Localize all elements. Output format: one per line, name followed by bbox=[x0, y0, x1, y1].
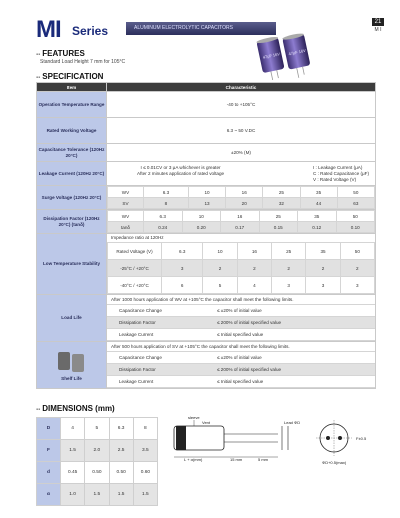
surge-cell bbox=[107, 186, 376, 210]
surge-wv: 10 bbox=[188, 187, 225, 198]
low-temp-table bbox=[107, 242, 375, 294]
lt-r1: 2 bbox=[306, 260, 340, 277]
df-wv: 50 bbox=[336, 211, 375, 222]
min15-label: 15 mm bbox=[230, 457, 243, 462]
lt-r1: 2 bbox=[203, 260, 237, 277]
col-item: Item bbox=[37, 83, 107, 92]
specification-heading: ▪▪ SPECIFICATION bbox=[36, 72, 104, 81]
features-heading: ▪▪ FEATURES bbox=[36, 49, 85, 58]
lt-r2: 3 bbox=[340, 277, 374, 294]
surge-wv: 35 bbox=[300, 187, 337, 198]
dim-cell: 5 bbox=[85, 418, 109, 440]
surge-sv: 32 bbox=[263, 198, 300, 209]
dimension-drawing bbox=[166, 412, 386, 472]
df-wv: 16 bbox=[221, 211, 260, 222]
lt-rated: 10 bbox=[203, 243, 237, 260]
dim-cell: 0.45 bbox=[61, 462, 85, 484]
lt-r2: 5 bbox=[203, 277, 237, 294]
dim-cell: 1.5 bbox=[61, 440, 85, 462]
load-life-cell bbox=[107, 295, 376, 342]
dim-cell: 0.60 bbox=[133, 462, 157, 484]
df-wv: 25 bbox=[259, 211, 298, 222]
dim-cell: 1.5 bbox=[85, 484, 109, 506]
section-marker-icon: ▪▪ bbox=[36, 407, 41, 413]
dim-cell: 3.5 bbox=[133, 440, 157, 462]
capacitor-icon bbox=[54, 348, 90, 376]
f-label: F±0.5 bbox=[356, 436, 367, 441]
capacitor-print: 47μF 16V bbox=[262, 51, 281, 60]
vent-label: Vent bbox=[202, 420, 211, 425]
surge-wv: 16 bbox=[226, 187, 263, 198]
surge-sv: 8 bbox=[144, 198, 189, 209]
surge-sv: 63 bbox=[337, 198, 374, 209]
dimensions-table bbox=[36, 417, 158, 506]
dissipation-table bbox=[107, 210, 375, 233]
surge-sv: 13 bbox=[188, 198, 225, 209]
dim-cell: 1.0 bbox=[61, 484, 85, 506]
dim-cell: 2.0 bbox=[85, 440, 109, 462]
cap-tolerance-label: Capacitance Tolerance (120Hz 20°C) bbox=[37, 144, 107, 162]
shelf-life-label: Shelf Life bbox=[37, 342, 107, 389]
dim-cell: 2.5 bbox=[109, 440, 133, 462]
low-temp-head: Impedance ratio at 120Hz bbox=[111, 235, 164, 240]
surge-sv: 20 bbox=[226, 198, 263, 209]
series-code: MI bbox=[36, 16, 61, 43]
min5-label: 5 mm bbox=[258, 457, 268, 462]
op-temp-label: Operation Temperature Range bbox=[37, 92, 107, 118]
capacitor-print-2: 47μF 16V bbox=[288, 47, 307, 57]
surge-wv: 25 bbox=[263, 187, 300, 198]
page-sub-code: M I bbox=[374, 27, 382, 33]
dim-cell: 8 bbox=[133, 418, 157, 440]
leakage-cell bbox=[107, 162, 376, 186]
dissipation-cell bbox=[107, 210, 376, 234]
lt-rated: 25 bbox=[272, 243, 306, 260]
surge-sv: 44 bbox=[300, 198, 337, 209]
features-text: Standard Load Height 7 mm for 105°C bbox=[40, 59, 126, 65]
surge-wv: 6.3 bbox=[144, 187, 189, 198]
lt-r2: 3 bbox=[272, 277, 306, 294]
lt-r2-label: -40°C / +20°C bbox=[108, 277, 162, 294]
low-temp-label: Low Temperature Stability bbox=[37, 234, 107, 295]
df-tan: 0.10 bbox=[336, 222, 375, 233]
df-wv: 6.3 bbox=[144, 211, 183, 222]
dim-cell: 6.3 bbox=[109, 418, 133, 440]
series-header bbox=[36, 16, 382, 43]
rated-voltage-value: 6.3 ~ 50 V.DC bbox=[107, 118, 376, 144]
load-life-row: Capacitance Change ≤ ±20% of initial value bbox=[107, 305, 375, 317]
load-life-row: Leakage Current ≤ Initial specified value bbox=[107, 329, 375, 341]
surge-wv-label: WV bbox=[108, 187, 144, 198]
shelf-life-row: Leakage Current ≤ Initial specified value bbox=[107, 376, 375, 388]
df-tan: 0.12 bbox=[298, 222, 337, 233]
section-marker-icon: ▪▪ bbox=[36, 52, 41, 58]
dim-cell: 4 bbox=[61, 418, 85, 440]
load-life-row: Dissipation Factor ≤ 200% of initial specified value bbox=[107, 317, 375, 329]
leakage-label: Leakage Current (120Hz 20°C) bbox=[37, 162, 107, 186]
capacitor-photo bbox=[254, 32, 318, 80]
dim-cell: 1.5 bbox=[109, 484, 133, 506]
load-life-head: After 1000 hours application of WV at +105°C the capacitor shall meet the following limits. bbox=[107, 295, 375, 305]
section-marker-icon: ▪▪ bbox=[36, 75, 41, 81]
sleeve-label: sleeve bbox=[188, 415, 200, 420]
surge-wv: 50 bbox=[337, 187, 374, 198]
surge-table bbox=[107, 186, 375, 209]
lt-r2: 6 bbox=[162, 277, 203, 294]
dim-cell: 0.50 bbox=[109, 462, 133, 484]
dim-cell: 1.5 bbox=[133, 484, 157, 506]
df-wv: 35 bbox=[298, 211, 337, 222]
df-tan: 0.24 bbox=[144, 222, 183, 233]
op-temp-value: -40 to +105°C bbox=[107, 92, 376, 118]
shelf-life-row: Dissipation Factor ≤ 200% of initial specified value bbox=[107, 364, 375, 376]
df-tan: 0.20 bbox=[182, 222, 221, 233]
lt-r1: 2 bbox=[237, 260, 271, 277]
dissipation-label: Dissipation Factor (120Hz 20°C) (tanδ) bbox=[37, 210, 107, 234]
dim-cell: 0.50 bbox=[85, 462, 109, 484]
dim-header: F bbox=[37, 440, 61, 462]
df-tan: 0.17 bbox=[221, 222, 260, 233]
shelf-life-head: After 500 hours application of SV at +105°C the capacitor shall meet the following limits. bbox=[107, 342, 375, 352]
series-tagline: ALUMINUM ELECTROLYTIC CAPACITORS bbox=[126, 22, 276, 35]
low-temp-cell bbox=[107, 234, 376, 295]
cap-tolerance-value: ±20% (M) bbox=[107, 144, 376, 162]
load-life-label: Load Life bbox=[37, 295, 107, 342]
shelf-life-cell bbox=[107, 342, 376, 389]
df-tan: 0.15 bbox=[259, 222, 298, 233]
surge-label: Surge Voltage (120Hz 20°C) bbox=[37, 186, 107, 210]
col-characteristic: Characteristic bbox=[107, 83, 376, 92]
dim-header: α bbox=[37, 484, 61, 506]
specification-table bbox=[36, 82, 376, 389]
lt-rated: 50 bbox=[340, 243, 374, 260]
dim-header: d bbox=[37, 462, 61, 484]
legend-c: C : Rated Capacitance (μF) bbox=[312, 170, 369, 176]
lt-r1: 2 bbox=[272, 260, 306, 277]
length-label: L + α(mm) bbox=[184, 457, 203, 462]
shelf-life-row: Capacitance Change ≤ ±20% of initial value bbox=[107, 352, 375, 364]
lead-label: Lead ΦD bbox=[284, 420, 301, 425]
lt-r1: 2 bbox=[340, 260, 374, 277]
dim-header: D bbox=[37, 418, 61, 440]
phid-label: ΦD+0.5(max) bbox=[322, 460, 347, 465]
dimensions-heading: ▪▪ DIMENSIONS (mm) bbox=[36, 404, 115, 413]
lt-r2: 3 bbox=[306, 277, 340, 294]
df-wv: 10 bbox=[182, 211, 221, 222]
df-wv-label: WV bbox=[108, 211, 144, 222]
capacitor-sleeve-band bbox=[176, 426, 186, 450]
lt-rated: 6.3 bbox=[162, 243, 203, 260]
lt-rated: 16 bbox=[237, 243, 271, 260]
leakage-formula: I ≤ 0.01CV or 3 μA whichever is greater bbox=[140, 164, 221, 170]
df-tan-label: tanδ bbox=[108, 222, 144, 233]
surge-sv-label: SV bbox=[108, 198, 144, 209]
lt-r1: 3 bbox=[162, 260, 203, 277]
leakage-note: After 2 minutes application of rated voltage bbox=[137, 170, 225, 176]
page-number: 21 bbox=[372, 18, 384, 26]
series-word: Series bbox=[72, 24, 109, 38]
lt-r1-label: -25°C / +20°C bbox=[108, 260, 162, 277]
lt-rated: 35 bbox=[306, 243, 340, 260]
legend-v: V : Rated Voltage (V) bbox=[312, 176, 357, 182]
legend-i: I : Leakage Current (μA) bbox=[312, 164, 363, 170]
rated-voltage-label: Rated Working Voltage bbox=[37, 118, 107, 144]
lt-rated-label: Rated Voltage (V) bbox=[108, 243, 162, 260]
lt-r2: 4 bbox=[237, 277, 271, 294]
